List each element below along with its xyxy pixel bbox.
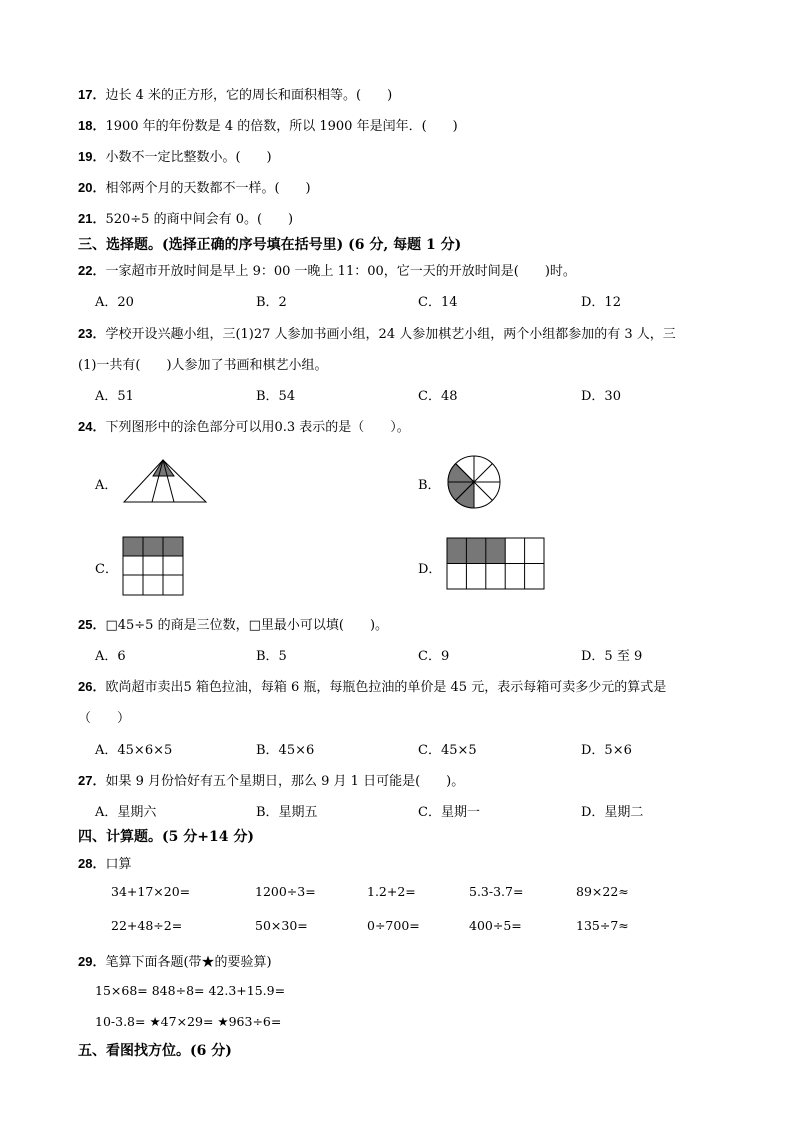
oral-calc-item: 5.3-3.7= <box>469 884 524 899</box>
oral-calc-item: 0÷700= <box>367 918 420 933</box>
option-b: B．星期五 <box>256 805 318 820</box>
figure-label-a: A． <box>95 478 118 493</box>
question-number: 21． <box>78 211 106 226</box>
question-number: 19． <box>78 149 106 164</box>
figure-label-c: C． <box>95 562 118 577</box>
option-a: A．51 <box>95 389 134 404</box>
oral-calc-item: 1.2+2= <box>367 884 416 899</box>
section-heading-direction: 五、看图找方位。(6 分) <box>78 1043 232 1059</box>
question-26 <box>78 676 666 695</box>
oral-calc-item: 22+48÷2= <box>111 918 183 933</box>
question-21 <box>78 208 293 227</box>
question-text: 520÷5 的商中间会有 0。( ) <box>105 212 294 227</box>
option-d: D．5×6 <box>581 743 632 758</box>
option-a: A．20 <box>95 295 134 310</box>
option-d: D．12 <box>581 295 621 310</box>
option-a: A．45×6×5 <box>95 743 173 758</box>
oral-calc-item: 34+17×20= <box>111 884 191 899</box>
question-text: 下列图形中的涂色部分可以用0.3 表示的是（ ）。 <box>105 420 410 435</box>
figure-label-b: B． <box>418 478 441 493</box>
circle-figure <box>446 454 502 510</box>
question-number: 17． <box>78 87 106 102</box>
question-text: 1900 年的年份数是 4 的倍数，所以 1900 年是闰年．( ) <box>105 119 458 134</box>
question-19 <box>78 146 272 165</box>
question-number: 26． <box>78 679 106 694</box>
question-number: 23． <box>78 326 106 341</box>
question-text: 边长 4 米的正方形，它的周长和面积相等。( ) <box>105 88 393 103</box>
question-text: 欧尚超市卖出5 箱色拉油，每箱 6 瓶，每瓶色拉油的单价是 45 元，表示每箱可卖多少元的算式是 <box>105 680 667 695</box>
question-number: 29． <box>78 954 106 969</box>
section-heading-calculation: 四、计算题。(5 分+14 分) <box>78 829 254 845</box>
option-d: D．星期二 <box>581 805 644 820</box>
question-25 <box>78 614 388 633</box>
question-text: 小数不一定比整数小。( ) <box>105 150 272 165</box>
question-number: 24． <box>78 419 106 434</box>
question-27 <box>78 770 464 789</box>
oral-calc-item: 135÷7≈ <box>576 918 629 933</box>
written-calc-line-1: 15×68= 848÷8= 42.3+15.9= <box>95 983 286 998</box>
question-22 <box>78 260 576 279</box>
question-number: 18． <box>78 118 106 133</box>
question-number: 20． <box>78 180 106 195</box>
oral-calc-item: 400÷5= <box>469 918 522 933</box>
question-29 <box>78 951 272 970</box>
question-number: 28． <box>78 856 106 871</box>
written-calc-line-2: 10-3.8= ★47×29= ★963÷6= <box>95 1014 282 1029</box>
question-17 <box>78 84 392 103</box>
grid-5x2-figure <box>446 537 545 590</box>
question-text: 相邻两个月的天数都不一样。( ) <box>105 181 311 196</box>
section-heading-choice: 三、选择题。(选择正确的序号填在括号里) (6 分, 每题 1 分) <box>78 237 462 253</box>
option-b: B．2 <box>256 295 287 310</box>
option-b: B．5 <box>256 649 287 664</box>
figure-label-d: D． <box>418 562 442 577</box>
question-20 <box>78 177 311 196</box>
oral-calc-item: 1200÷3= <box>255 884 316 899</box>
question-number: 27． <box>78 773 106 788</box>
option-c: C．14 <box>418 295 458 310</box>
option-c: C．9 <box>418 649 450 664</box>
question-text: 口算 <box>105 857 132 872</box>
question-28 <box>78 853 131 872</box>
option-c: C．星期一 <box>418 805 480 820</box>
question-text: 如果 9 月份恰好有五个星期日，那么 9 月 1 日可能是( )。 <box>105 774 465 789</box>
question-23-continued: (1)一共有( )人参加了书画和棋艺小组。 <box>78 358 328 373</box>
question-number: 25． <box>78 617 106 632</box>
grid-3x3-figure <box>122 536 184 596</box>
oral-calc-item: 89×22≈ <box>576 884 629 899</box>
question-number: 22． <box>78 263 106 278</box>
question-18 <box>78 115 458 134</box>
option-a: A．星期六 <box>95 805 157 820</box>
question-text: 学校开设兴趣小组，三(1)27 人参加书画小组，24 人参加棋艺小组，两个小组都参加的有 3 人，三 <box>105 327 676 342</box>
oral-calc-item: 50×30= <box>255 918 308 933</box>
question-23 <box>78 323 676 342</box>
option-d: D．5 至 9 <box>581 649 643 664</box>
question-text: □45÷5 的商是三位数，□里最小可以填( )。 <box>105 618 389 633</box>
option-d: D．30 <box>581 389 621 404</box>
option-c: C．48 <box>418 389 458 404</box>
option-c: C．45×5 <box>418 743 477 758</box>
question-text: 一家超市开放时间是早上 9：00 一晚上 11：00，它一天的开放时间是( )时。 <box>105 264 576 279</box>
question-text: 笔算下面各题(带★的要验算) <box>105 955 272 970</box>
option-a: A．6 <box>95 649 126 664</box>
option-b: B．45×6 <box>256 743 315 758</box>
option-b: B．54 <box>256 389 296 404</box>
triangle-figure <box>122 458 208 504</box>
question-24 <box>78 416 410 435</box>
question-26-continued: （ ） <box>78 711 131 726</box>
